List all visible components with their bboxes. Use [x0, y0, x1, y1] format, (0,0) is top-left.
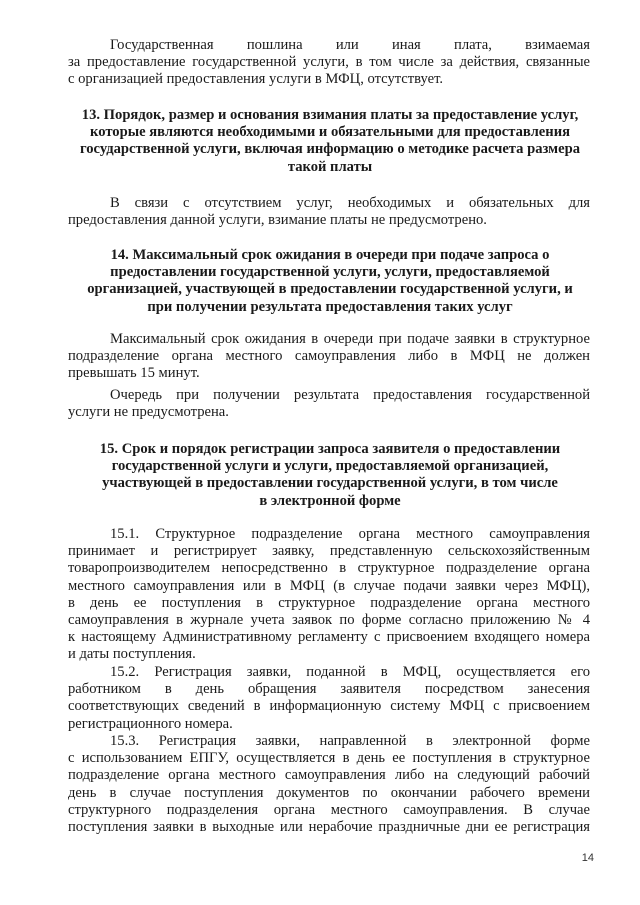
section-15-2-line-3: соответствующих сведений в информационную систему МФЦ с присвоением — [68, 698, 590, 715]
section-15-1-line-7: к настоящему Административному регламенту с присвоением входящего номера — [68, 629, 590, 646]
section-14-para-1-line-2: подразделение органа местного самоуправления либо в МФЦ не должен — [68, 348, 590, 365]
section-15-heading — [70, 441, 590, 510]
section-15-1-line-6: самоуправления в журнале учета заявок по форме согласно приложению № 4 — [68, 612, 590, 629]
fee-line-1: Государственная пошлина или иная плата, взимаемая — [110, 37, 590, 53]
section-15-1-line-2: принимает и регистрирует заявку, представленную сельскохозяйственным — [68, 543, 590, 560]
section-15-2-paragraph — [68, 664, 590, 733]
section-15-1-line-1: 15.1. Структурное подразделение органа местного самоуправления — [110, 526, 590, 542]
section-14-para-1-line-3: превышать 15 минут. — [68, 365, 200, 382]
fee-line-3: с организацией предоставления услуги в МФЦ, отсутствует. — [68, 71, 444, 88]
section-14-para-1 — [68, 331, 590, 383]
section-15-heading-line-3: участвующей в предоставлении государственной услуги, в том числе — [102, 475, 558, 492]
section-15-3-line-4: день в случае поступления документов по окончании рабочего времени — [68, 784, 590, 801]
section-13-body — [68, 195, 590, 229]
section-14-heading-line-4: при получении результата предоставления таких услуг — [147, 298, 513, 315]
section-15-1-line-5: в день ее поступления в структурное подразделение органа местного — [68, 594, 590, 611]
section-13-heading-line-3: государственной услуги, включая информацию о методике расчета размера — [79, 141, 581, 158]
section-13-body-line-1: В связи с отсутствием услуг, необходимых и обязательных для — [110, 195, 590, 211]
section-14-heading-line-2: предоставлении государственной услуги, услуги, предоставляемой — [110, 264, 550, 281]
section-15-heading-line-2: государственной услуги и услуги, предоставляемой организацией, — [111, 458, 549, 475]
section-15-1-paragraph — [68, 526, 590, 664]
page-number: 14 — [581, 852, 594, 864]
section-14-para-1-line-1: Максимальный срок ожидания в очереди при подаче заявки в структурное — [110, 331, 590, 347]
section-15-2-line-2: работником в день обращения заявителя посредством занесения — [68, 681, 590, 698]
section-15-2-line-1: 15.2. Регистрация заявки, поданной в МФЦ, осуществляется его — [110, 664, 590, 680]
section-15-3-line-6: поступления заявки в выходные или нерабочие праздничные дни ее регистрация — [68, 819, 590, 836]
section-14-para-2 — [68, 387, 590, 421]
section-15-heading-line-4: в электронной форме — [259, 492, 401, 509]
section-15-1-line-3: товаропроизводителем непосредственно в структурное подразделение органа — [68, 560, 590, 577]
section-15-3-line-5: структурного подразделения органа местного самоуправления. В случае — [68, 801, 590, 818]
section-15-3-line-2: с использованием ЕПГУ, осуществляется в день ее поступления в структурное — [68, 750, 590, 767]
section-14-heading — [70, 247, 590, 316]
section-15-2-line-4: регистрационного номера. — [68, 715, 233, 732]
section-14-para-2-line-2: услуги не предусмотрена. — [68, 404, 229, 421]
section-13-body-line-2: предоставления данной услуги, взимание платы не предусмотрено. — [68, 212, 487, 229]
section-15-3-paragraph — [68, 733, 590, 836]
section-13-heading-line-2: которые являются необходимыми и обязательными для предоставления — [90, 124, 570, 141]
section-13-heading-line-4: такой платы — [287, 158, 373, 175]
section-15-1-line-8: и даты поступления. — [68, 646, 196, 663]
section-15-heading-line-1: 15. Срок и порядок регистрации запроса заявителя о предоставлении — [99, 441, 561, 457]
section-13-heading — [70, 107, 590, 176]
section-14-heading-line-1: 14. Максимальный срок ожидания в очереди при подаче запроса о — [110, 247, 550, 263]
section-15-1-line-4: местного самоуправления или в МФЦ (в случае подачи заявки через МФЦ), — [68, 577, 590, 594]
section-14-heading-line-3: организацией, участвующей в предоставлении государственной услуги, и — [87, 281, 573, 298]
section-15-3-line-1: 15.3. Регистрация заявки, направленной в электронной форме — [110, 733, 590, 749]
fee-paragraph — [68, 37, 590, 89]
fee-line-2: за предоставление государственной услуги, в том числе за действия, связанные — [68, 54, 590, 71]
section-15-3-line-3: подразделение органа местного самоуправления либо на следующий рабочий — [68, 767, 590, 784]
section-13-heading-line-1: 13. Порядок, размер и основания взимания платы за предоставление услуг, — [81, 107, 579, 123]
section-14-para-2-line-1: Очередь при получении результата предоставления государственной — [110, 387, 590, 403]
